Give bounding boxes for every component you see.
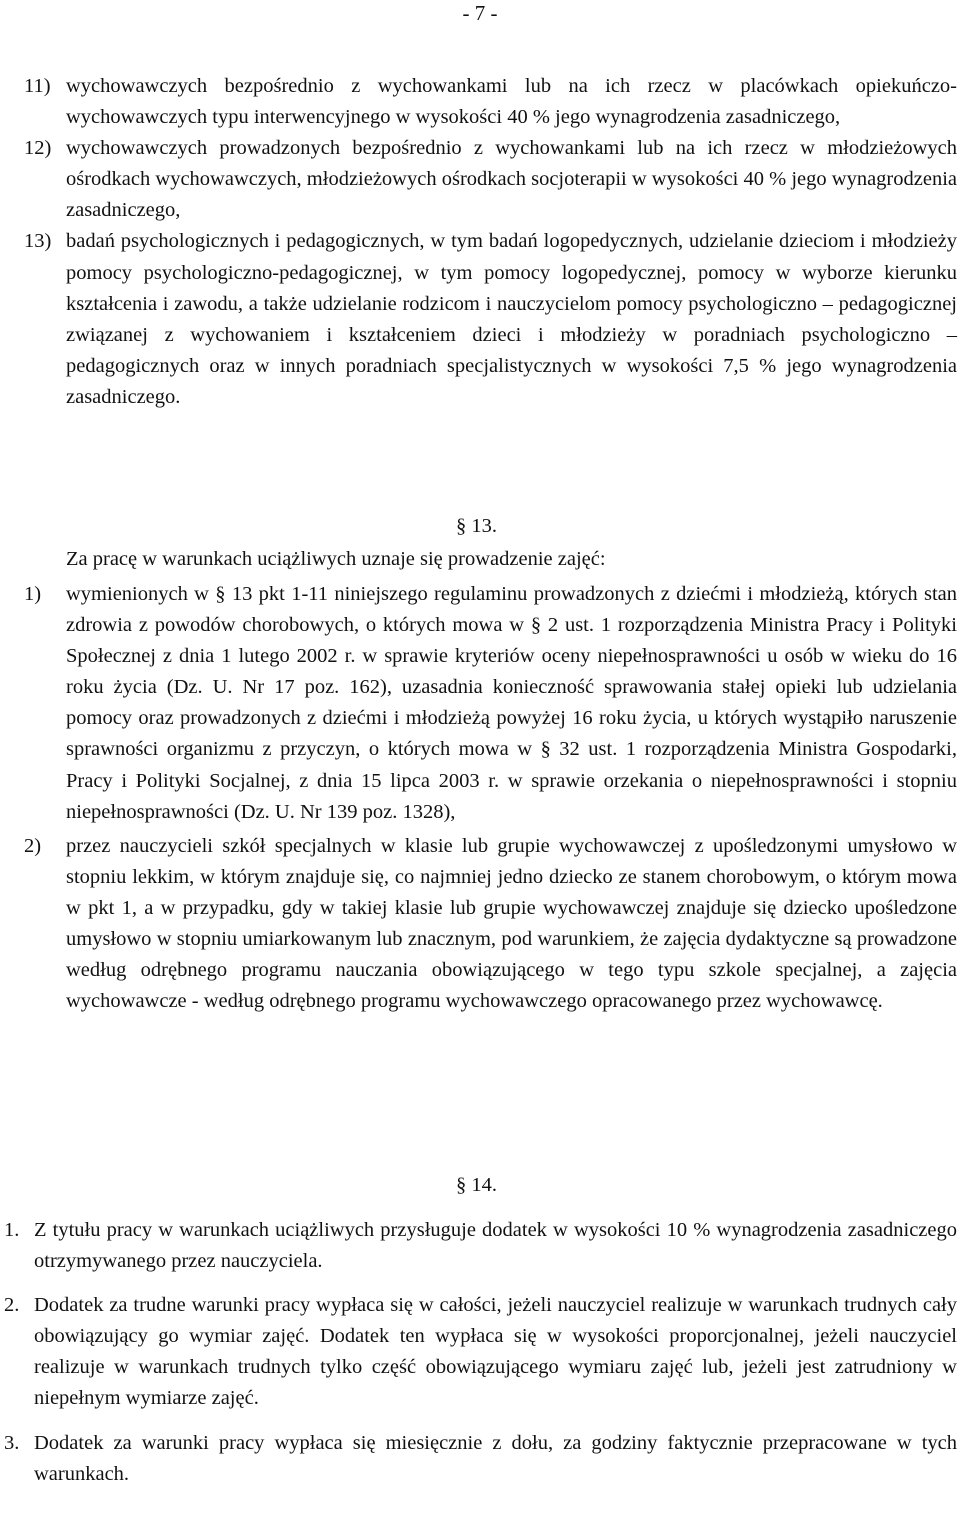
list-item-number: 13) [24,230,52,253]
section-14-item-3 [4,1428,957,1490]
list-item-12 [24,133,957,226]
list-item-text: wychowawczych prowadzonych bezpośrednio z wychowankami lub na ich rzecz w młodzieżowych ośrodkach wychowawczych, młodzieżowych ośrodkach socjoterapii w wysokości 40 % jego wynagrodzenia zasadniczego, [66,137,957,222]
section-13-item-2 [24,831,957,1018]
section-13-list [0,579,960,1017]
list-item-number: 11) [24,75,51,97]
list-item-11 [24,71,957,133]
list-section-a [0,71,960,413]
section-14-heading: § 14. [456,1174,497,1196]
list-item-13 [24,226,957,413]
list-item-text: przez nauczycieli szkół specjalnych w klasie lub grupie wychowawczej z upośledzonymi umysłowo w stopniu lekkim, w którym znajduje się, co najmniej jedno dziecko ze stanem chorobowym, o którym mowa w pkt 1, a w przypadku, gdy w takiej klasie lub grupie wychowawczej znajduje się dziecko upośledzone umysłowo w stopniu umiarkowanym lub znacznym, pod warunkiem, że zajęcia dydaktyczne są prowadzone według odrębnego programu nauczania obowiązującego w tego typu szkole specjalnej, a zajęcia wychowawcze - według odrębnego programu wychowawczego opracowanego przez wychowawcę. [66,834,957,1013]
list-item-number: 12) [24,137,52,160]
list-item-number: 2) [24,834,42,857]
list-item-text: badań psychologicznych i pedagogicznych, w tym badań logopedycznych, udzielanie dzieciom i młodzieży pomocy psychologiczno-pedagogicznej, w tym pomocy logopedycznej, pomocy w wyborze kierunku kształcenia i zawodu, a także udzielanie rodzicom i nauczycielom pomocy psychologiczno – pedagogicznej związanej z wychowaniem i kształceniem dzieci i młodzieży w poradniach psychologiczno – pedagogicznych oraz w innych poradniach specjalistycznych w wysokości 7,5 % jego wynagrodzenia zasadniczego. [66,230,957,408]
section-13-intro: Za pracę w warunkach uciążliwych uznaje się prowadzenie zajęć: [66,548,606,570]
section-14-list [0,1215,960,1490]
list-item-text: wychowawczych bezpośrednio z wychowankami lub na ich rzecz w placówkach opiekuńczo-wychowawczych typu interwencyjnego w wysokości 40 % jego wynagrodzenia zasadniczego, [66,75,957,129]
section-13-heading: § 13. [456,515,497,537]
list-item-text: Dodatek za warunki pracy wypłaca się miesięcznie z dołu, za godziny faktycznie przepracowane w tych warunkach. [34,1431,957,1485]
list-item-text: wymienionych w § 13 pkt 1-11 niniejszego regulaminu prowadzonych z dziećmi i młodzieżą, których stan zdrowia z powodów chorobowych, o których mowa w § 2 ust. 1 rozporządzenia Ministra Pracy i Polityki Społecznej z dnia 1 lutego 2002 r. w sprawie kryteriów oceny niepełnosprawności u osób w wieku do 16 roku życia (Dz. U. Nr 17 poz. 162), uzasadnia konieczność sprawowania stałej opieki lub udzielania pomocy oraz prowadzonych z dziećmi i młodzieżą powyżej 16 roku życia, u których wystąpiło naruszenie sprawności organizmu z przyczyn, o których mowa w § 32 ust. 1 rozporządzenia Ministra Gospodarki, Pracy i Polityki Socjalnej, z dnia 15 lipca 2003 r. w sprawie orzekania o niepełnosprawności i stopniu niepełnosprawności (Dz. U. Nr 139 poz. 1328), [66,583,957,823]
section-14-item-2 [4,1290,957,1414]
section-14-item-1 [4,1215,957,1277]
list-item-number: 1) [24,583,42,605]
list-item-text: Z tytułu pracy w warunkach uciążliwych przysługuje dodatek w wysokości 10 % wynagrodzenia zasadniczego otrzymywanego przez nauczyciela. [34,1219,957,1273]
list-item-number: 3. [4,1431,20,1454]
section-13-item-1 [24,579,957,828]
list-item-number: 2. [4,1294,20,1317]
list-item-number: 1. [4,1219,20,1241]
list-item-text: Dodatek za trudne warunki pracy wypłaca się w całości, jeżeli nauczyciel realizuje w warunkach trudnych cały obowiązujący go wymiar zajęć. Dodatek ten wypłaca się w wysokości proporcjonalnej, jeżeli nauczyciel realizuje w warunkach trudnych tylko część obowiązującego wymiaru zajęć lub, jeżeli jest zatrudniony w niepełnym wymiarze zajęć. [34,1294,957,1410]
page-number: - 7 - [462,1,498,25]
